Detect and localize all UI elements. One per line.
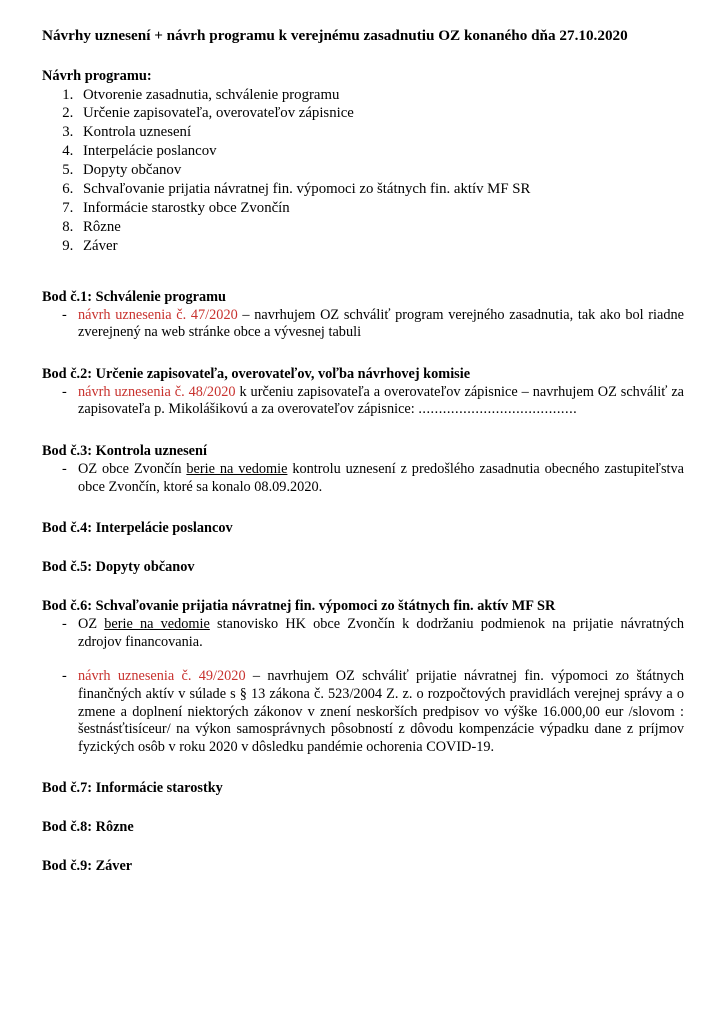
list-item: 5. Dopyty občanov: [77, 161, 684, 180]
bod-1-bullets: [42, 307, 684, 342]
bod-3-bullets: [42, 461, 684, 496]
bod-8-heading: Bod č.8: Rôzne: [42, 819, 134, 836]
list-item: 2. Určenie zapisovateľa, overovateľov zápisnice: [77, 104, 684, 123]
bod-2-bullet: [42, 384, 684, 419]
bod-1-heading: Bod č.1: Schválenie programu: [42, 288, 227, 305]
bod-3-bullet-pre: OZ obce Zvončín: [78, 461, 187, 478]
bod-6-bullets: [42, 616, 684, 756]
bod-6-bullet-1: [42, 616, 684, 651]
list-item: 3. Kontrola uznesení: [77, 123, 684, 142]
bod-6-bullet-2: [42, 668, 684, 756]
bod-6-bullet-2-text: – navrhujem OZ schváliť prijatie návratnej fin. výpomoci zo štátnych finančných aktív v súlade s § 13 zákona č. 523/2004 Z. z. o rozpočtových pravidlách verejnej správy a o zmene a doplnení niektorých zákonov v znení neskorších predpisov vo výške 16.000,00 eur /slovom : šestnásťtisíceur/ na výkon samosprávnych pôsobností z dôvodu kompenzácie výpadku dane z príjmov fyzických osôb v roku 2020 v dôsledku pandémie ochorenia COVID-19.: [78, 668, 685, 755]
resolution-number-48: návrh uznesenia č. 48/2020: [78, 383, 236, 400]
bod-6-bullet-1-pre: OZ: [78, 616, 105, 633]
list-item: 6. Schvaľovanie prijatia návratnej fin. výpomoci zo štátnych fin. aktív MF SR: [77, 180, 684, 199]
bod-2-heading: Bod č.2: Určenie zapisovateľa, overovateľov, voľba návrhovej komisie: [42, 365, 471, 382]
program-list: [42, 86, 684, 256]
list-item: 8. Rôzne: [77, 218, 684, 237]
list-item: 9. Záver: [77, 237, 684, 256]
list-item: 7. Informácie starostky obce Zvončín: [77, 199, 684, 218]
acknowledgement-phrase: berie na vedomie: [186, 461, 288, 478]
signature-dotted-line: .......................................: [418, 401, 578, 418]
bod-1-bullet: [42, 307, 684, 342]
list-item: 1. Otvorenie zasadnutia, schválenie programu: [77, 86, 684, 105]
bod-3-heading: Bod č.3: Kontrola uznesení: [42, 443, 207, 460]
acknowledgement-phrase: berie na vedomie: [104, 616, 210, 633]
bod-3-bullet-post: kontrolu uznesení z predošlého zasadnutia obecného zastupiteľstva obce Zvončín, ktoré sa konalo 08.09.2020.: [78, 461, 684, 495]
resolution-number-47: návrh uznesenia č. 47/2020: [78, 306, 238, 323]
bod-5-heading: Bod č.5: Dopyty občanov: [42, 559, 195, 576]
bod-6-heading: Bod č.6: Schvaľovanie prijatia návratnej fin. výpomoci zo štátnych fin. aktív MF SR: [42, 598, 556, 615]
bod-2-bullets: [42, 384, 684, 419]
document-title: Návrhy uznesení + návrh programu k verejnému zasadnutiu OZ konaného dňa 27.10.2020: [42, 27, 628, 44]
bod-2-bullet-text: k určeniu zapisovateľa a overovateľov zápisnice – navrhujem OZ schváliť za zapisovateľa p. Mikolášikovú a za overovateľov zápisnice:: [78, 383, 685, 418]
bod-3-bullet: [42, 461, 684, 496]
program-label: Návrh programu:: [42, 67, 152, 84]
bod-4-heading: Bod č.4: Interpelácie poslancov: [42, 520, 233, 537]
bod-1-bullet-text: – navrhujem OZ schváliť program verejného zasadnutia, tak ako bol riadne zverejnený na web stránke obce a vývesnej tabuli: [78, 306, 685, 341]
list-item: 4. Interpelácie poslancov: [77, 142, 684, 161]
bod-6-bullet-1-post: stanovisko HK obce Zvončín k dodržaniu podmienok na prijatie návratných zdrojov financovania.: [78, 616, 684, 650]
bod-9-heading: Bod č.9: Záver: [42, 858, 133, 875]
resolution-number-49: návrh uznesenia č. 49/2020: [78, 668, 246, 685]
bod-7-heading: Bod č.7: Informácie starostky: [42, 780, 223, 797]
